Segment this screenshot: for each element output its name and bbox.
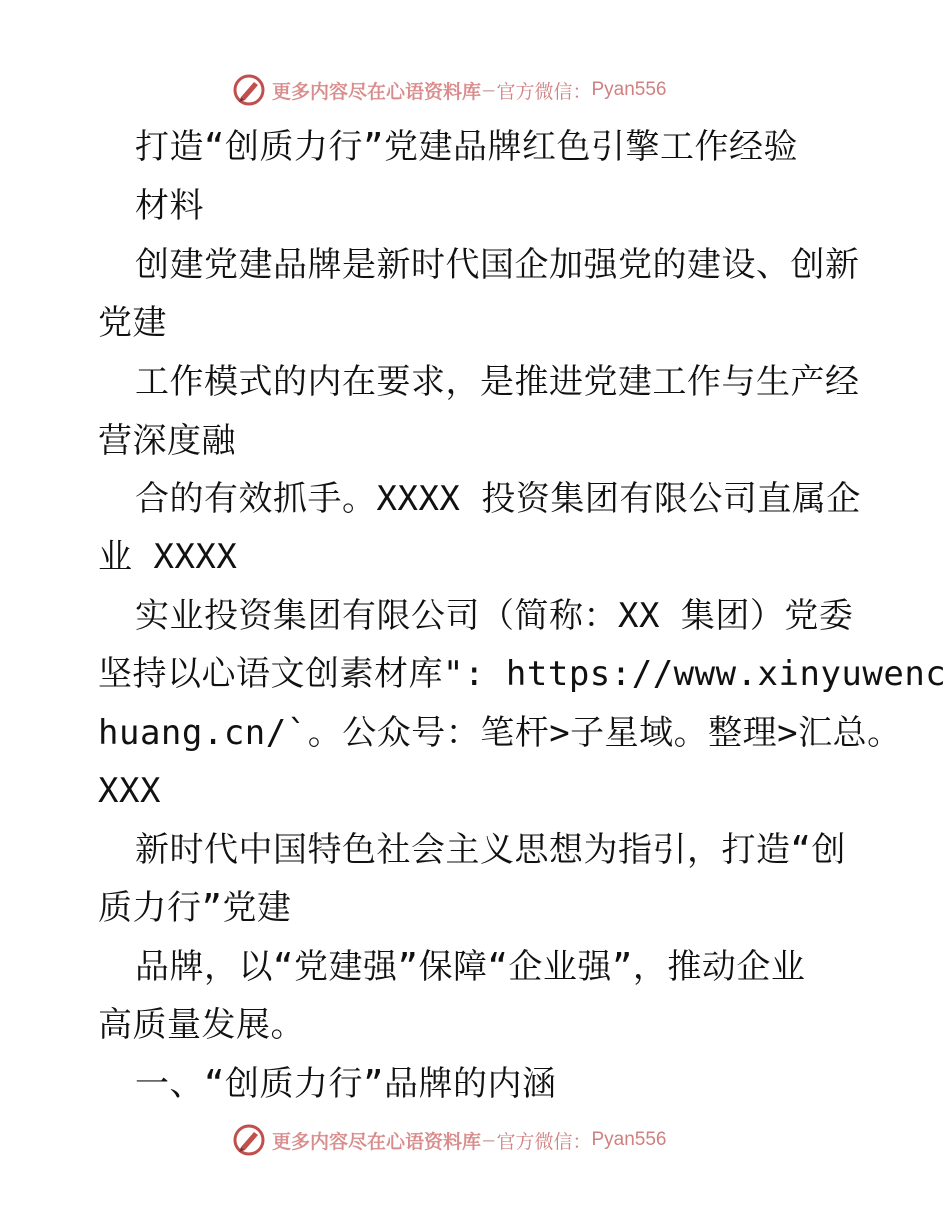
banner-site-name: 更多内容尽在心语资料库 [272, 1130, 482, 1153]
paragraph-line: 新时代中国特色社会主义思想为指引，打造“创 [135, 830, 846, 870]
banner-dash: — [483, 79, 495, 101]
footer-banner [232, 1120, 667, 1160]
banner-wechat-label: 官方微信： [496, 80, 592, 103]
paragraph-line: 创建党建品牌是新时代国企加强党的建设、创新 [135, 245, 860, 285]
banner-wechat-id: Pyan556 [591, 1129, 667, 1150]
banner-wechat-id: Pyan556 [591, 79, 667, 100]
paragraph-line: XXX [98, 771, 161, 811]
paragraph-line: 合的有效抓手。XXXX 投资集团有限公司直属企 [135, 479, 861, 519]
paragraph-line: 质力行”党建 [98, 888, 292, 928]
logo-icon [232, 1123, 266, 1157]
title-line-2: 材料 [135, 186, 204, 226]
section-heading: 一、“创质力行”品牌的内涵 [135, 1064, 557, 1104]
paragraph-line: 党建 [98, 303, 167, 343]
logo-icon [232, 73, 266, 107]
paragraph-line: 工作模式的内在要求，是推进党建工作与生产经 [135, 362, 860, 402]
paragraph-line: 实业投资集团有限公司（简称：XX 集团）党委 [135, 596, 854, 636]
paragraph-line: huang.cn/`。公众号：笔杆>子星域。整理>汇总。 [98, 713, 902, 753]
paragraph-line: 营深度融 [98, 421, 236, 461]
paragraph-line: 品牌，以“党建强”保障“企业强”，推动企业 [135, 947, 806, 987]
banner-wechat-label: 官方微信： [496, 1130, 592, 1153]
banner-dash: — [483, 1129, 495, 1151]
paragraph-line: 坚持以心语文创素材库": https://www.xinyuwenc [98, 654, 947, 694]
header-banner [232, 70, 667, 110]
title-line-1: 打造“创质力行”党建品牌红色引擎工作经验 [135, 127, 798, 167]
paragraph-line: 业 XXXX [98, 537, 238, 577]
paragraph-line: 高质量发展。 [98, 1005, 305, 1045]
banner-site-name: 更多内容尽在心语资料库 [272, 80, 482, 103]
